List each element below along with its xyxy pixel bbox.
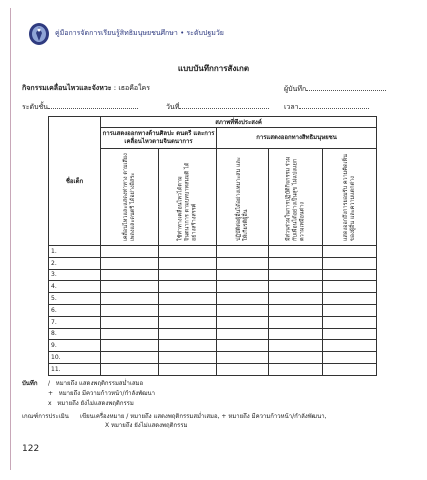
observation-cell[interactable] <box>101 316 159 328</box>
observation-cell[interactable] <box>159 269 217 281</box>
date-blank[interactable] <box>179 101 269 109</box>
table-row <box>49 316 377 328</box>
observation-cell[interactable] <box>101 328 159 340</box>
observation-cell[interactable] <box>217 293 269 305</box>
observation-cell[interactable] <box>217 340 269 352</box>
level-blank[interactable] <box>48 101 138 109</box>
recorder-blank[interactable] <box>306 83 386 91</box>
observation-cell[interactable] <box>217 257 269 269</box>
note-symbol: + <box>48 390 54 397</box>
level-label: ระดับชั้น <box>22 103 49 111</box>
institution-logo-icon <box>28 22 50 46</box>
row-number: 6. <box>49 304 101 316</box>
note-item-1 <box>48 378 143 388</box>
note-item-2 <box>48 388 155 398</box>
table-row <box>49 257 377 269</box>
observation-cell[interactable] <box>159 352 217 364</box>
observation-cell[interactable] <box>269 352 323 364</box>
date-line <box>166 101 269 113</box>
table-row <box>49 363 377 375</box>
table-row <box>49 281 377 293</box>
observation-cell[interactable] <box>217 363 269 375</box>
page-number: 122 <box>22 444 40 454</box>
table-row <box>49 340 377 352</box>
time-label: เวลา <box>284 103 299 111</box>
observation-cell[interactable] <box>101 246 159 258</box>
observation-cell[interactable] <box>323 316 377 328</box>
observation-cell[interactable] <box>159 293 217 305</box>
observation-cell[interactable] <box>217 269 269 281</box>
table-row <box>49 352 377 364</box>
row-number: 1. <box>49 246 101 258</box>
observation-cell[interactable] <box>159 304 217 316</box>
observation-cell[interactable] <box>269 328 323 340</box>
observation-cell[interactable] <box>101 352 159 364</box>
note-symbol: x <box>48 400 52 407</box>
criterion-text-1: เคลื่อนไหวและแสดงท่าทาง ตามเสียงเพลงและดนตรี ได้อย่างอิสระ <box>122 153 136 241</box>
row-number: 9. <box>49 340 101 352</box>
observation-cell[interactable] <box>269 316 323 328</box>
note-text: หมายถึง แสดงพฤติกรรมสม่ำเสมอ <box>55 380 144 387</box>
observation-cell[interactable] <box>269 293 323 305</box>
criterion-header-3 <box>217 149 269 246</box>
observation-cell[interactable] <box>323 363 377 375</box>
table-row <box>49 328 377 340</box>
recorder-label: ผู้บันทึก <box>284 85 307 93</box>
table-row <box>49 293 377 305</box>
observation-cell[interactable] <box>159 328 217 340</box>
observation-cell[interactable] <box>159 257 217 269</box>
recorder-line <box>284 83 386 95</box>
arts-group-header: การแสดงออกทางด้านศิลปะ ดนตรี และการเคลื่อนไหวตามจินตนาการ <box>101 128 217 149</box>
observation-cell[interactable] <box>217 304 269 316</box>
form-title: แบบบันทึกการสังเกต <box>177 64 250 73</box>
observation-cell[interactable] <box>101 304 159 316</box>
note-item-3 <box>48 398 134 408</box>
observation-cell[interactable] <box>101 340 159 352</box>
row-number: 10. <box>49 352 101 364</box>
observation-cell[interactable] <box>323 328 377 340</box>
date-label: วันที่ <box>166 103 180 111</box>
observation-cell[interactable] <box>323 304 377 316</box>
observation-cell[interactable] <box>101 269 159 281</box>
row-number: 2. <box>49 257 101 269</box>
table-row <box>49 269 377 281</box>
observation-cell[interactable] <box>159 363 217 375</box>
observation-cell[interactable] <box>323 257 377 269</box>
observation-rows <box>49 246 377 376</box>
observation-cell[interactable] <box>159 246 217 258</box>
notes-label-text: บันทึก <box>22 380 38 387</box>
observation-cell[interactable] <box>323 246 377 258</box>
observation-cell[interactable] <box>217 352 269 364</box>
observation-cell[interactable] <box>323 340 377 352</box>
table-row <box>49 246 377 258</box>
observation-cell[interactable] <box>269 304 323 316</box>
observation-cell[interactable] <box>101 293 159 305</box>
criterion-text-4: มีส่วนร่วมในการปฏิบัติกิจกรรม ร่วมกับเพื่อนได้อย่างเป็นสุข ไม่แบ่งแยกความเหมือนต่าง <box>285 156 305 241</box>
observation-cell[interactable] <box>269 281 323 293</box>
note-text: หมายถึง มีความก้าวหน้า/กำลังพัฒนา <box>58 390 155 397</box>
notes-label <box>22 378 38 388</box>
time-line <box>284 101 369 113</box>
note-symbol: / <box>48 380 51 387</box>
observation-cell[interactable] <box>101 257 159 269</box>
row-number: 8. <box>49 328 101 340</box>
criterion-header-1 <box>101 149 159 246</box>
observation-cell[interactable] <box>269 269 323 281</box>
row-number: 4. <box>49 281 101 293</box>
observation-cell[interactable] <box>101 281 159 293</box>
level-line <box>22 101 138 113</box>
observation-cell[interactable] <box>159 316 217 328</box>
table-row <box>49 304 377 316</box>
observation-cell[interactable] <box>323 281 377 293</box>
observation-cell[interactable] <box>101 363 159 375</box>
criteria-label: เกณฑ์การประเมิน <box>22 413 69 420</box>
criterion-text-5: แสดงออกถึงการยอมรับ ความคิดเห็นของผู้อื่น และความแตกต่าง <box>342 154 356 241</box>
activity-label: กิจกรรมเคลื่อนไหวและจังหวะ <box>22 84 112 92</box>
observation-cell[interactable] <box>159 281 217 293</box>
activity-line <box>22 83 150 94</box>
observation-cell[interactable] <box>269 257 323 269</box>
row-number: 3. <box>49 269 101 281</box>
activity-value: : เธอคือใคร <box>113 84 150 92</box>
row-number: 11. <box>49 363 101 375</box>
observation-cell[interactable] <box>269 246 323 258</box>
observation-cell[interactable] <box>217 246 269 258</box>
criterion-text-3: ปฏิบัติต่อผู้อื่นได้อย่างเหมาะสม และให้เกียรติผู้อื่น <box>235 157 249 241</box>
observation-cell[interactable] <box>323 269 377 281</box>
criterion-header-5 <box>323 149 377 246</box>
human-rights-group-header: การแสดงออกทางสิทธิมนุษยชน <box>217 128 377 149</box>
observation-cell[interactable] <box>159 340 217 352</box>
criteria-line-1: เขียนเครื่องหมาย / หมายถึง แสดงพฤติกรรมสม่ำเสมอ, + หมายถึง มีความก้าวหน้า/กำลังพัฒนา, <box>80 413 327 420</box>
note-text: หมายถึง ยังไม่แสดงพฤติกรรม <box>57 400 134 407</box>
margin-rule <box>10 8 11 470</box>
observation-cell[interactable] <box>217 316 269 328</box>
running-header: คู่มือการจัดการเรียนรู้สิทธิมนุษยชนศึกษา • ระดับปฐมวัย <box>55 29 224 37</box>
row-number: 5. <box>49 293 101 305</box>
desired-state-header: สภาพที่พึงประสงค์ <box>101 117 377 128</box>
row-number: 7. <box>49 316 101 328</box>
name-column-header: ชื่อเด็ก <box>49 117 101 246</box>
observation-cell[interactable] <box>323 293 377 305</box>
observation-cell[interactable] <box>217 281 269 293</box>
criterion-text-2: ใช้ท่าทางเคลื่อนไหวได้ตามจินตนาการ ตามบทบาทสมมติ ได้อย่างสร้างสรรค์ <box>177 162 197 241</box>
criterion-header-4 <box>269 149 323 246</box>
criterion-header-2 <box>159 149 217 246</box>
observation-cell[interactable] <box>269 363 323 375</box>
observation-table <box>48 116 377 376</box>
criteria-line-2: X หมายถึง ยังไม่แสดงพฤติกรรม <box>105 422 188 429</box>
observation-cell[interactable] <box>217 328 269 340</box>
observation-cell[interactable] <box>269 340 323 352</box>
observation-cell[interactable] <box>323 352 377 364</box>
time-blank[interactable] <box>299 101 369 109</box>
